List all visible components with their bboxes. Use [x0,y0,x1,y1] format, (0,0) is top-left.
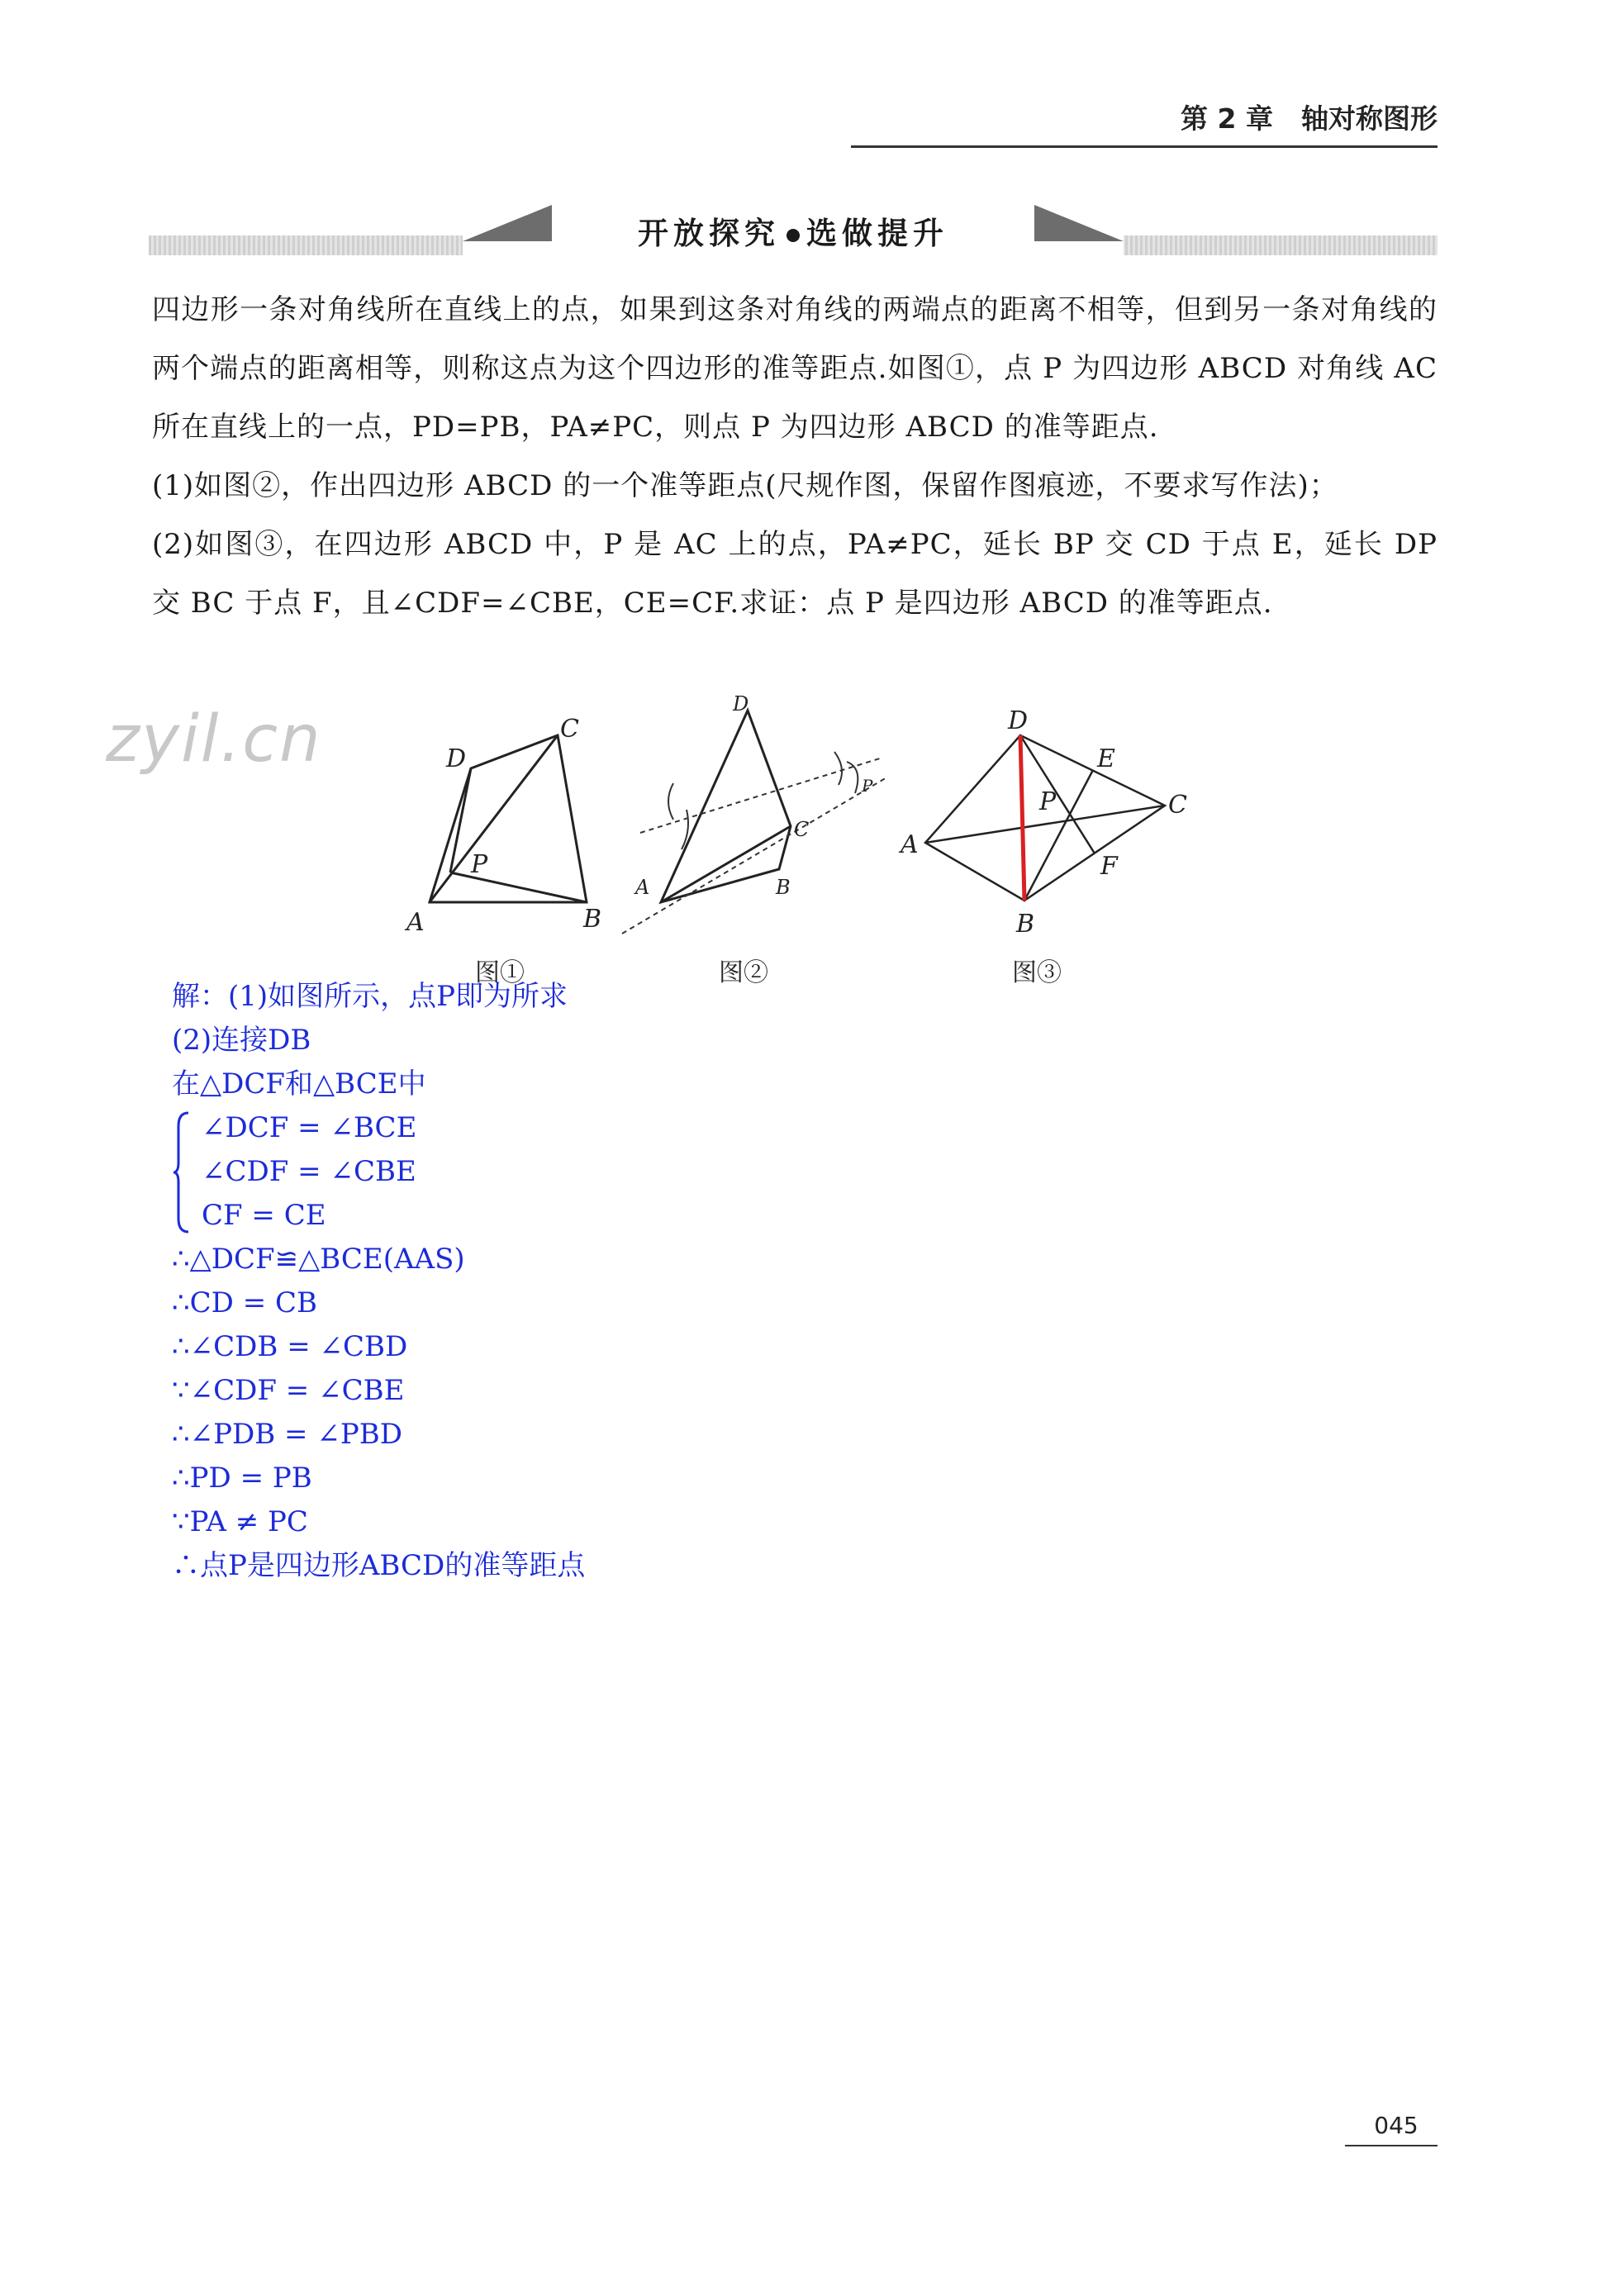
system-line: ∠DCF = ∠BCE [202,1111,417,1144]
proof-line: ∴△DCF≌△BCE(AAS) [172,1243,465,1276]
fig2-label-a: A [635,876,650,899]
figure-1 [397,711,628,934]
fig2-label-c: C [794,818,810,841]
fig3-label-a: A [901,830,919,859]
fig3-label-b: B [1016,910,1035,939]
problem-text [152,281,1438,633]
fig1-label-b: B [583,905,602,934]
fig2-arc-left-1 [668,783,673,820]
chapter-label: 第 2 章 [1181,102,1273,135]
chapter-title: 轴对称图形 [1301,102,1438,135]
fig2-extended-diagonal [622,777,888,934]
proof-line: ∴点P是四边形ABCD的准等距点 [172,1549,586,1582]
problem-part1: (1)如图②，作出四边形 ABCD 的一个准等距点(尺规作图，保留作图痕迹，不要求写作法)； [152,469,1338,502]
header-rule [851,145,1438,148]
section-title-left: 开放探究 [638,216,780,251]
fig3-label-c: C [1168,791,1187,820]
fig2-label-p: P [862,776,873,796]
system-line: CF = CE [202,1199,326,1232]
figure-3-caption: 图③ [1012,958,1062,987]
proof-line: ∵∠CDF = ∠CBE [172,1374,405,1407]
fig3-label-f: F [1100,852,1118,881]
fig1-label-p: P [471,850,488,879]
section-banner [463,205,1124,256]
equation-system [172,1106,915,1238]
fig3-quadrilateral [925,735,1165,901]
system-line: ∠CDF = ∠CBE [202,1155,416,1188]
figure-2-caption: 图② [719,958,768,987]
page-header [851,97,1438,136]
proof-line: ∵PA ≠ PC [172,1505,308,1538]
fig3-label-d: D [1008,706,1029,735]
fig1-label-c: C [560,715,579,744]
proof-line: ∴PD = PB [172,1462,312,1495]
bullet-dot-icon [786,229,800,242]
fig2-diagonal-ac [661,826,791,902]
fig1-label-d: D [446,744,467,773]
proof-line: ∴∠CDB = ∠CBD [172,1330,408,1363]
left-brace-icon [172,1111,190,1234]
fig1-segment-pd [450,768,471,872]
solution-line: 在△DCF和△BCE中 [172,1067,426,1100]
proof-line: ∴∠PDB = ∠PBD [172,1418,402,1451]
banner-left-triangle [463,205,552,241]
page-number-rule [1345,2145,1438,2146]
fig2-label-d: D [733,692,749,715]
fig2-quadrilateral [661,711,791,902]
solution-line: 解：(1)如图所示，点P即为所求 [172,980,568,1013]
fig3-label-e: E [1097,744,1115,773]
fig2-arc-right-1 [834,752,842,785]
problem-part2: (2)如图③，在四边形 ABCD 中，P 是 AC 上的点，PA≠PC，延长 BP 交 CD 于点 E，延长 DP 交 BC 于点 F，且∠CDF=∠CBE，CE=CF.求证：点 P 是四边形 ABCD 的准等距点. [152,528,1438,620]
fig2-perpendicular-bisector [640,758,880,833]
fig3-segment-db-highlight [1020,735,1024,901]
proof-line: ∴CD = CB [172,1286,318,1319]
banner-right-triangle [1034,205,1124,241]
fig1-label-a: A [406,908,425,934]
page-number: 045 [1374,2112,1419,2139]
figure-2 [615,686,896,942]
section-title [562,208,1024,253]
solution [172,975,915,1588]
watermark: zyil.cn [106,702,322,777]
figure-1-caption: 图① [475,958,525,987]
solution-line: (2)连接DB [172,1024,311,1057]
section-title-right: 选做提升 [806,216,948,251]
fig2-label-b: B [776,876,791,899]
fig3-label-p: P [1039,787,1057,816]
figure-3 [892,702,1198,942]
problem-intro: 四边形一条对角线所在直线上的点，如果到这条对角线的两端点的距离不相等，但到另一条对角线的两个端点的距离相等，则称这点为这个四边形的准等距点.如图①，点 P 为四边形 ABCD 对角线 AC 所在直线上的一点，PD=PB，PA≠PC，则点 P 为四边形 ABCD 的准等距点. [152,293,1438,444]
